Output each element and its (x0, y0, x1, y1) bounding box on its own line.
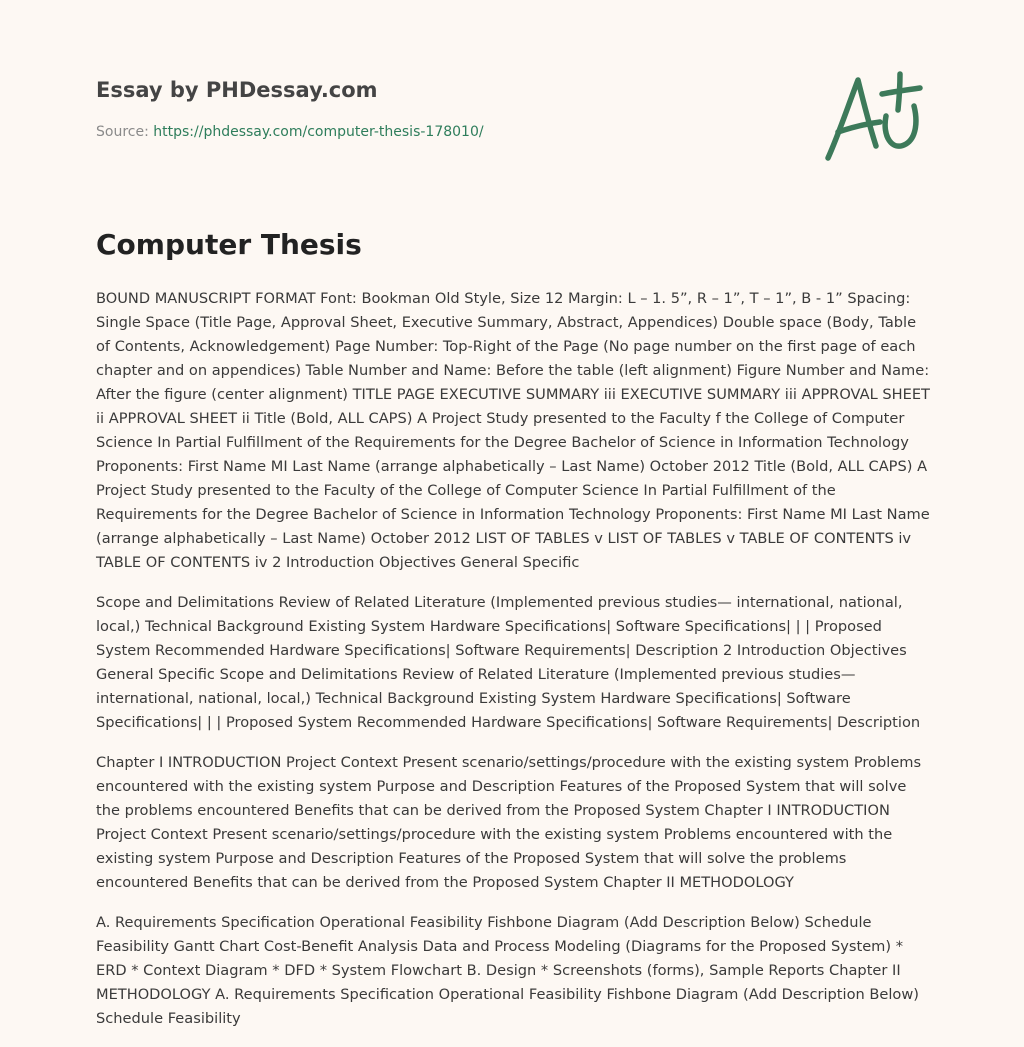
a-plus-logo-svg (820, 66, 930, 166)
letter-a-stroke (828, 80, 876, 158)
essay-paragraph-3: Chapter I INTRODUCTION Project Context Present scenario/settings/procedure with the existing system Problems encountered with the existing system Purpose and Description Features of the Proposed System that will solve the problems encountered Benefits that can be derived from the Proposed System Chapter I INTRODUCTION Project Context Present scenario/settings/procedure with the existing system Problems encountered with the existing system Purpose and Description Features of the Proposed System that will solve the problems encountered Benefits that can be derived from the Proposed System Chapter II METHODOLOGY (96, 754, 922, 891)
a-plus-grade-icon (820, 66, 930, 166)
essay-paragraph-2: Scope and Delimitations Review of Related Literature (Implemented previous studies— international, national, local,) Technical Background Existing System Hardware Specifications| Software Specifications| | | Proposed System Recommended Hardware Specifications| Software Requirements| Description 2 Introduction Objectives General Specific Scope and Delimitations Review of Related Literature (Implemented previous studies— international, national, local,) Technical Background Existing System Hardware Specifications| Software Specifications| | | Proposed System Recommended Hardware Specifications| Software Requirements| Description (96, 594, 921, 731)
page-header (96, 76, 796, 142)
source-line (96, 122, 796, 142)
source-link[interactable]: https://phdessay.com/computer-thesis-178010/ (153, 124, 484, 140)
plus-vertical (898, 74, 900, 110)
source-label: Source: (96, 124, 149, 140)
essay-paragraph-1: BOUND MANUSCRIPT FORMAT Font: Bookman Old Style, Size 12 Margin: L – 1. 5”, R – 1”, T – 1”, B - 1” Spacing: Single Space (Title Page, Approval Sheet, Executive Summary, Abstract, Appendices) Double space (Body, Table of Contents, Acknowledgement) Page Number: Top-Right of the Page (No page number on the first page of each chapter and on appendices) Table Number and Name: Before the table (left alignment) Figure Number and Name: After the figure (center alignment) TITLE PAGE EXECUTIVE SUMMARY iii EXECUTIVE SUMMARY iii APPROVAL SHEET ii APPROVAL SHEET ii Title (Bold, ALL CAPS) A Project Study presented to the Faculty f the College of Computer Science In Partial Fulfillment of the Requirements for the Degree Bachelor of Science in Information Technology Proponents: First Name MI Last Name (arrange alphabetically – Last Name) October 2012 Title (Bold, ALL CAPS) A Project Study presented to the Faculty of the College of Computer Science In Partial Fulfillment of the Requirements for the Degree Bachelor of Science in Information Technology Proponents: First Name MI Last Name (arrange alphabetically – Last Name) October 2012 LIST OF TABLES v LIST OF TABLES v TABLE OF CONTENTS iv TABLE OF CONTENTS iv 2 Introduction Objectives General Specific (96, 290, 930, 571)
site-title: Essay by PHDessay.com (96, 78, 378, 102)
essay-body (96, 226, 932, 1047)
check-curl (885, 106, 916, 146)
essay-paragraph-4: A. Requirements Specification Operational Feasibility Fishbone Diagram (Add Description Below) Schedule Feasibility Gantt Chart Cost-Benefit Analysis Data and Process Modeling (Diagrams for the Proposed System) * ERD * Context Diagram * DFD * System Flowchart B. Design * Screenshots (forms), Sample Reports Chapter II METHODOLOGY A. Requirements Specification Operational Feasibility Fishbone Diagram (Add Description Below) Schedule Feasibility (96, 914, 919, 1027)
essay-title: Computer Thesis (96, 228, 362, 261)
